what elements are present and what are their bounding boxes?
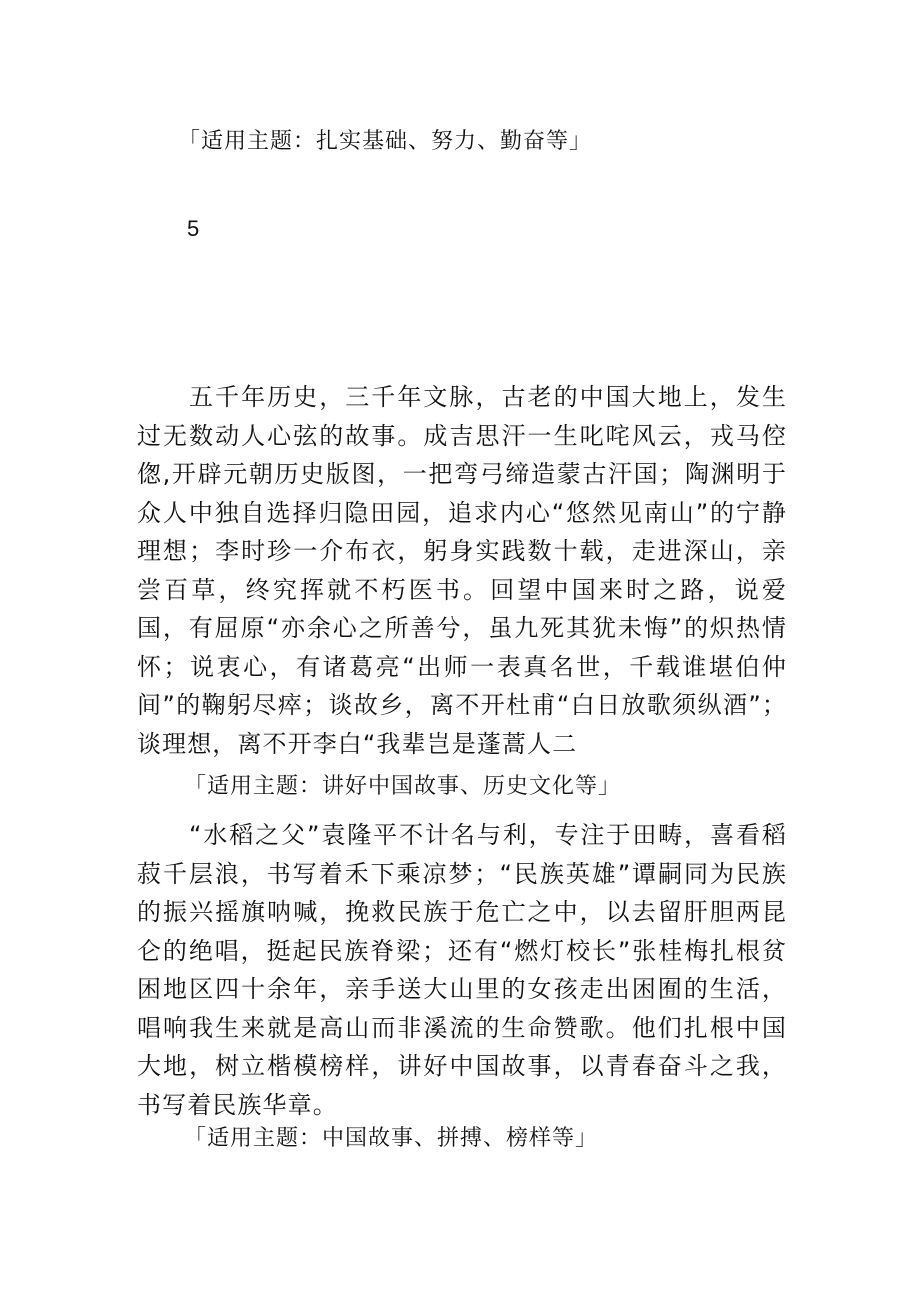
paragraph-chinese-history: 五千年历史，三千年文脉，古老的中国大地上，发生过无数动人心弦的故事。成吉思汗一生叱咤风云，戎马倥偬,开辟元朝历史版图，一把弯弓缔造蒙古汗国；陶渊明于众人中独自选择归隐田园，追求内心“悠然见南山”的宁静理想；李时珍一介布衣，躬身实践数十载，走进深山，亲尝百草，终究挥就不朽医书。回望中国来时之路，说爱国，有屈原“亦余心之所善兮，虽九死其犹未悔”的炽热情怀；说衷心，有诸葛亮“出师一表真名世，千载谁堪伯仲间”的鞠躬尽瘁；谈故乡，离不开杜甫“白日放歌须纵酒”；谈理想，离不开李白“我辈岂是蓬蒿人二 xyxy=(137,383,787,758)
theme-label-china-stories: 「适用主题：讲好中国故事、历史文化等」 xyxy=(184,774,622,799)
theme-label-foundation: 「适用主题：扎实基础、努力、勤奋等」 xyxy=(178,129,593,154)
page-number: 5 xyxy=(187,216,200,241)
theme-label-role-models: 「适用主题：中国故事、拼搏、榜样等」 xyxy=(184,1126,599,1151)
paragraph-role-models: “水稻之父”袁隆平不计名与利，专注于田畴，喜看稻菽千层浪，书写着禾下乘凉梦；“民族英雄”谭嗣同为民族的振兴摇旗呐喊，挽救民族于危亡之中，以去留肝胆两昆仑的绝唱，挺起民族脊梁；还有“燃灯校长”张桂梅扎根贫困地区四十余年，亲手送大山里的女孩走出困囿的生活，唱响我生来就是高山而非溪流的生命赞歌。他们扎根中国大地，树立楷模榜样，讲好中国故事，以青春奋斗之我，书写着民族华章。 xyxy=(137,821,787,1119)
